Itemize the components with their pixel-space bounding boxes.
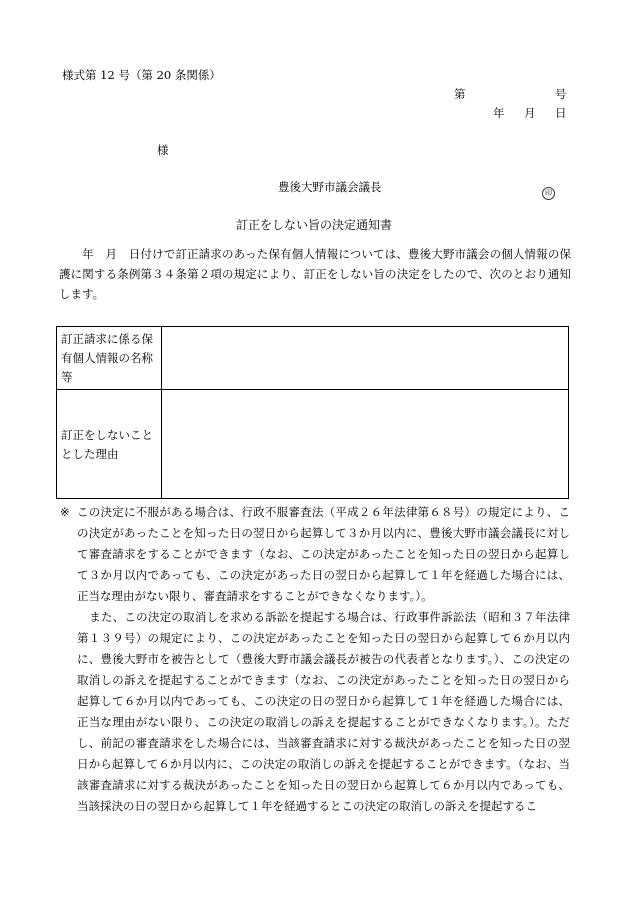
table-label-reason: 訂正をしないこととした理由 xyxy=(57,390,162,499)
notes-section xyxy=(60,502,570,817)
addressee-honorific: 様 xyxy=(157,143,169,157)
info-table xyxy=(56,326,569,499)
body-text: 年 月 日付けで訂正請求のあった保有個人情報については、豊後大野市議会の個人情報の保護に関する条例第３４条第２項の規定により、訂正をしない旨の決定をしたので、次のとおり通知します。 xyxy=(59,247,571,301)
note-appeal-text: この決定に不服がある場合は、行政不服審査法（平成２６年法律第６８号）の規定により、この決定があったことを知った日の翌日から起算して３か月以内に、豊後大野市議会議長に対して審査請求をすることができます（なお、この決定があったことを知った日の翌日から起算して３か月以内であっても、この決定があった日の翌日から起算して１年を経過した場合には、正当な理由がない限り、審査請求をすることができなくなります。）。 xyxy=(77,505,570,603)
date-day: 日 xyxy=(555,106,567,120)
table-value-reason xyxy=(162,390,569,499)
note-lawsuit-text: また、この決定の取消しを求める訴訟を提起する場合は、行政事件訴訟法（昭和３７年法律第１３９号）の規定により、この決定があったことを知った日の翌日から起算して６か月以内に、豊後大野市を被告として（豊後大野市議会議長が被告の代表者となります。）、この決定の取消しの訴えを提起することができます（なお、この決定があったことを知った日の翌日から起算して６か月以内であっても、この決定の日の翌日から起算して１年を経過した場合には、正当な理由がない限り、この決定の取消しの訴えを提起することができなくなります。）。ただし、前記の審査請求をした場合には、当該審査請求に対する裁決があったことを知った日の翌日から起算して６か月以内に、この決定の取消しの訴えを提起することができます。（なお、当該審査請求に対する裁決があったことを知った日の翌日から起算して６か月以内であっても、当該採決の日の翌日から起算して１年を経過するとこの決定の取消しの訴えを提起するこ xyxy=(77,610,570,813)
form-number-label: 様式第 12 号（第 20 条関係） xyxy=(62,68,221,82)
note-mark: ※ xyxy=(60,505,70,519)
seal-mark xyxy=(542,180,555,200)
number-prefix: 第 xyxy=(454,87,466,101)
note-paragraph-lawsuit xyxy=(77,607,570,817)
date-month: 月 xyxy=(524,106,536,120)
table-value-info-name xyxy=(162,327,569,390)
number-suffix: 号 xyxy=(555,87,567,101)
date-year: 年 xyxy=(493,106,505,120)
table-label-info-name: 訂正請求に係る保有個人情報の名称等 xyxy=(57,327,162,390)
note-paragraph-appeal xyxy=(77,502,570,607)
body-paragraph xyxy=(59,244,571,304)
table-row xyxy=(57,390,569,499)
document-title: 訂正をしない旨の決定通知書 xyxy=(236,218,393,232)
sender-name: 豊後大野市議会議長 xyxy=(278,180,382,194)
table-row xyxy=(57,327,569,390)
seal-icon: 印 xyxy=(542,187,555,200)
